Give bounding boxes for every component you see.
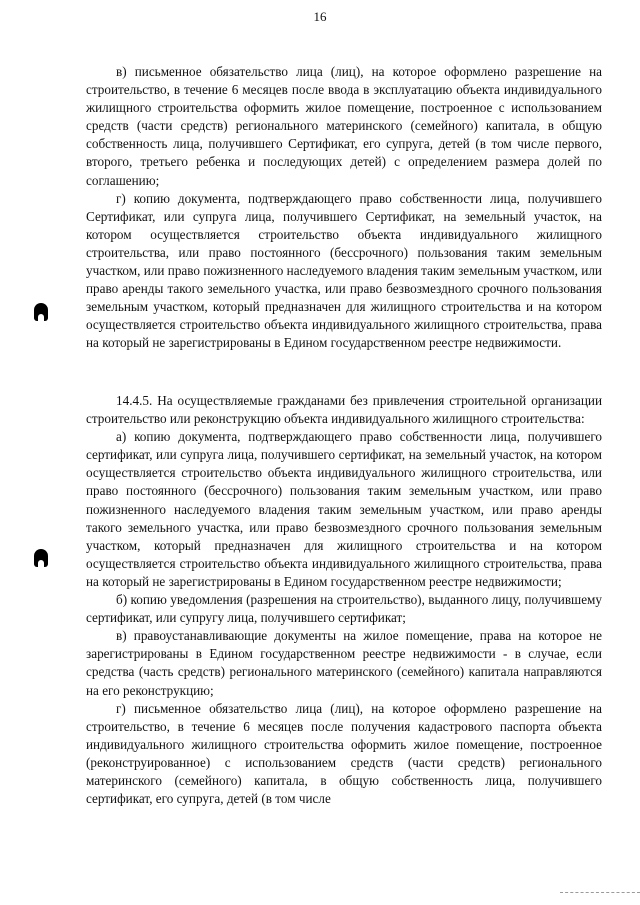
paragraph-14-4-5-heading: 14.4.5. На осуществляемые гражданами без привлечения строительной организации строительство или реконструкцию объекта индивидуального жилищного строительства: (86, 393, 602, 427)
paragraph-v-title-documents: в) правоустанавливающие документы на жилое помещение, права на которое не зарегистрированы в Едином государственном реестре недвижимости - в случае, если средства (часть средств) регионального материнского (семейного) капитала направляются на его реконструкцию; (86, 628, 602, 698)
page-number: 16 (313, 9, 327, 24)
punch-hole-mark (34, 549, 48, 567)
paragraph-v-obligation: в) письменное обязательство лица (лиц), на которое оформлено разрешение на строительство, в течение 6 месяцев после ввода в эксплуатацию объекта индивидуального жилищного строительства оформить жилое помещение, построенное с использованием средств (части средств) регионального материнского (семейного) капитала, в общую собственность лица, получившего Сертификат, его супруга, детей (в том числе первого, второго, третьего ребенка и последующих детей) с определением размера долей по соглашению; (86, 64, 602, 188)
text-block-lower (86, 392, 602, 808)
scan-edge-rule (560, 892, 640, 893)
paragraph-g-obligation: г) письменное обязательство лица (лиц), на которое оформлено разрешение на строительство, в течение 6 месяцев после получения кадастрового паспорта объекта индивидуального жилищного строительства оформить жилое помещение, построенное (реконструированное) с использованием средств (части средств) регионального материнского (семейного) капитала, в общую собственность лица, получившего сертификат, его супруга, детей (в том числе (86, 700, 602, 807)
punch-hole-mark (34, 303, 48, 321)
paragraph-b-notice-copy: б) копию уведомления (разрешения на строительство), выданного лицу, получившему сертификат, или супругу лица, получившего сертификат; (86, 592, 602, 626)
text-block-upper (86, 63, 602, 353)
paragraph-a-land-rights: а) копию документа, подтверждающего право собственности лица, получившего сертификат, или супруга лица, получившего сертификат, на земельный участок, на котором осуществляется строительство объекта индивидуального жилищного строительства, или право постоянного (бессрочного) пользования таким земельным участком, или право пожизненного наследуемого владения таким земельным участком, или право аренды такого земельного участка, или право безвозмездного срочного пользования земельным участком, который предназначен для жилищного строительства и на котором осуществляется строительство объекта индивидуального жилищного строительства, права на который не зарегистрированы в Едином государственном реестре недвижимости; (86, 429, 602, 589)
paragraph-g-land-rights: г) копию документа, подтверждающего право собственности лица, получившего Сертификат, или супруга лица, получившего Сертификат, на земельный участок, на котором осуществляется строительство объекта индивидуального жилищного строительства, или право постоянного (бессрочного) пользования таким земельным участком, или право пожизненного наследуемого владения таким земельным участком, или право аренды такого земельного участка, или право безвозмездного срочного пользования земельным участком, который предназначен для жилищного строительства и на котором осуществляется строительство объекта индивидуального жилищного строительства, права на который не зарегистрированы в Едином государственном реестре недвижимости. (86, 190, 602, 351)
